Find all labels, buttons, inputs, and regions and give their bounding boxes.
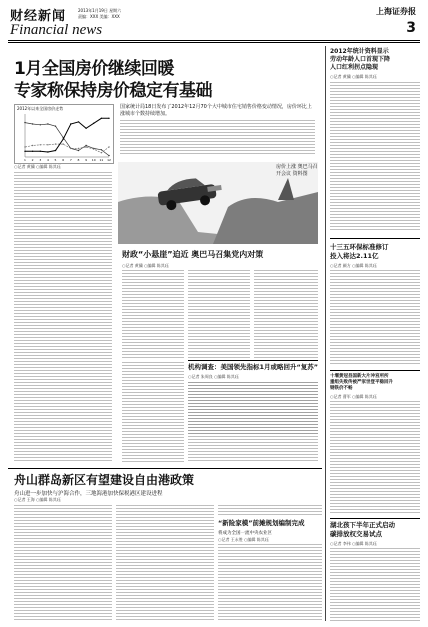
page-number: 3 [406,20,416,36]
lead-chart-frame [14,104,114,164]
port-body-col2 [116,505,214,621]
chart-point [101,152,102,153]
chart-x-tick-label: 12 [107,158,111,162]
agency-headline: 机构调查：美国领先指标1月或略回升“复苏” [188,363,319,371]
right-top-headline-3: 人口红利拐点隐现 [330,64,379,71]
port-rule [8,468,322,469]
chart-x-tick-label: 10 [91,158,96,162]
cliff-headline: 财政“小悬崖”迫近 奥巴马召集党内对策 [122,250,264,259]
right-mid-rule [330,238,420,239]
chart-point [24,122,25,123]
chart-point [40,151,41,152]
lead-chart [15,105,113,163]
chart-x-tick-label: 5 [54,158,57,162]
port-headline: 舟山群岛新区有望建设自由港政策 [14,473,195,487]
lead-headline-line2: 专家称保持房价稳定有基础 [14,81,212,101]
right-mid-headline-1: 十三五环保标准修订 [330,243,389,251]
chart-x-tick-label: 1 [24,158,26,162]
chart-x-tick-label: 2 [31,158,34,162]
right-third-headline-3: 钢铁价不畅 [330,386,353,391]
masthead-rule-thin [8,42,420,43]
chart-point [93,148,94,149]
chart-point [85,146,86,147]
chart-point [108,118,109,119]
chart-point [32,123,33,124]
chart-point [78,150,79,151]
cliff-byline: ○记者 黄骥 ○编辑 陈其珏 [122,263,169,268]
right-bottom-byline: ○记者 李伟 ○编辑 陈其珏 [330,541,377,546]
chart-point [108,146,109,147]
lead-byline: ○记者 黄骥 ○编辑 陈其珏 [14,164,61,169]
photo-caption: 房价上涨 奥巴马召开会议 资料图 [276,164,318,177]
chart-point [32,151,33,152]
right-top-headline-1: 2012年统计资料显示 [330,48,389,55]
chart-point [85,145,86,146]
masthead [10,5,310,43]
chart-x-tick-label: 7 [69,158,72,162]
right-third-headline-2: 重组失败传被严家世登平稳回升 [330,380,393,385]
chart-point [78,121,79,122]
rural-byline: ○记者 王永胜 ○编辑 陈其珏 [218,537,269,542]
port-subhead: 舟山进一步加快与沪海合作，三地海港加快保税港区建设进程 [14,491,163,497]
port-byline: ○记者 王海 ○编辑 陈其珏 [14,497,61,502]
chart-point [40,124,41,125]
chart-point [55,150,56,151]
cliff-body-col1 [122,270,184,358]
chart-point [55,143,56,144]
right-mid-byline: ○记者 颜方 ○编辑 陈其珏 [330,263,377,268]
chart-point [24,151,25,152]
chart-point [24,146,25,147]
right-top-byline: ○记者 黄骥 ○编辑 陈其珏 [330,74,377,79]
chart-point [63,143,64,144]
chart-point [93,123,94,124]
lead-body-col1 [14,172,112,462]
rural-body [218,544,322,621]
chart-point [40,144,41,145]
chart-title: 2012年以来全国房价走势 [17,106,64,111]
agency-body-tail [188,436,318,462]
lead-headline-line1: 1月全国房价继续回暖 [14,59,174,79]
lead-body-col2 [122,362,184,462]
chart-point [78,148,79,149]
chart-x-tick-label: 9 [85,158,88,162]
agency-byline: ○记者 朱周良 ○编辑 陈其珏 [188,374,239,379]
port-body-col1 [14,505,112,621]
cliff-body-col2 [188,270,250,358]
newspaper-name: 上海证券报 [376,6,416,16]
agency-rule [188,360,318,361]
right-bottom-rule [330,518,420,519]
chart-x-tick-label: 8 [77,158,80,162]
chart-point [47,123,48,124]
right-mid-body [330,270,420,366]
chart-x-tick-label: 4 [46,158,49,162]
right-mid-headline-2: 投入将达2.11亿 [330,252,379,260]
chart-point [55,126,56,127]
right-third-rule [330,370,420,371]
chart-point [32,145,33,146]
right-bottom-headline-2: 碳排放权交易试点 [330,530,382,538]
lead-summary: 国家统计局18日发布了2012年12月70个大中城市住宅销售价格变动情况，房价环比上涨城市个数持续增加。 [120,104,312,117]
right-top-headline-2: 劳动年龄人口首现下降 [330,56,391,63]
cliff-body-col3 [254,270,318,358]
masthead-editors: 责编：XXX 美编：XXX [78,14,120,19]
chart-x-tick-label: 3 [39,158,42,162]
masthead-brand: 财经新闻 [10,9,67,24]
chart-point [108,155,109,156]
right-bottom-headline-1: 湖北孩下半年正式启动 [330,521,395,529]
port-body-col3 [218,505,322,517]
masthead-english-title: Financial news [10,22,103,38]
rural-headline: “新险家模”前摊规划编制完成 [218,519,305,527]
chart-series-line [25,118,109,152]
chart-point [101,118,102,119]
column-divider-right [325,46,326,621]
masthead-date: 2013年1月19日 星期六 [78,8,122,13]
chart-point [85,128,86,129]
agency-body [188,382,318,434]
right-third-body [330,401,420,513]
chart-point [63,138,64,139]
right-third-byline: ○记者 曹军 ○编辑 陈其珏 [330,394,377,399]
right-top-body-text [330,82,420,232]
right-third-headline-1: 十堰黄冠县国新大片冲宫所所 [330,374,389,379]
masthead-rule [8,40,420,41]
chart-point [47,144,48,145]
chart-point [70,123,71,124]
chart-point [70,148,71,149]
chart-point [101,149,102,150]
rural-subhead: 将成为全国一流中央农业区 [218,531,272,536]
lead-intro-text [120,120,315,156]
chart-point [47,151,48,152]
chart-x-tick-label: 11 [99,158,104,162]
chart-x-tick-label: 6 [62,158,65,162]
right-bottom-body [330,548,420,621]
